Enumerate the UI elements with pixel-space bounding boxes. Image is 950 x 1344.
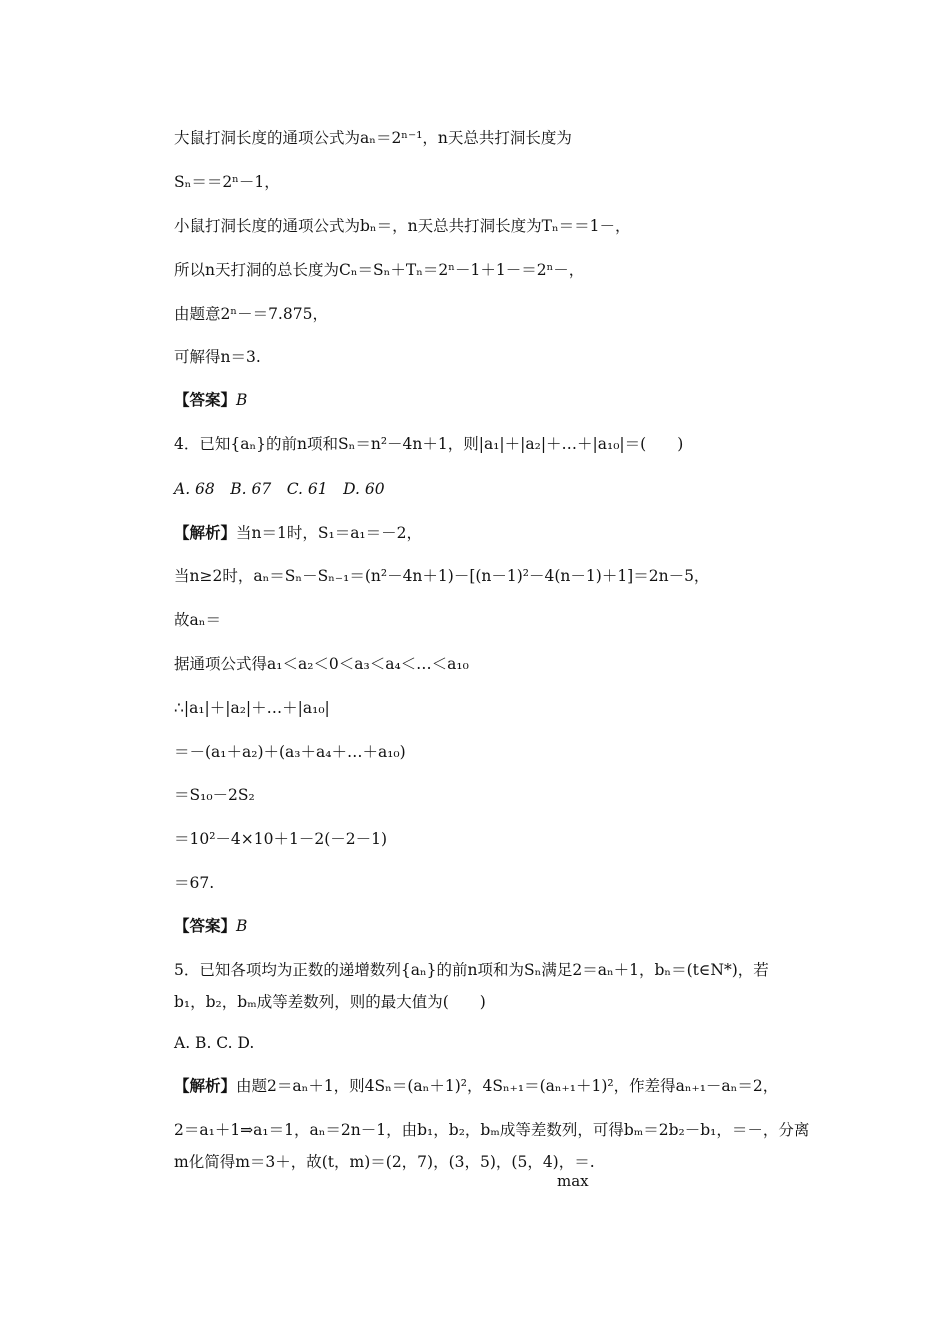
text-line: 2＝a₁＋1⇒a₁＝1，aₙ＝2n－1，由b₁，b₂，bₘ成等差数列，可得bₘ＝2b₂－b₁，＝－，分离 — [174, 1121, 810, 1139]
max-subscript: max — [557, 1172, 589, 1190]
analysis-tag: 【解析】 — [174, 1076, 237, 1095]
text-line: ∴|a₁|＋|a₂|＋…＋|a₁₀| — [174, 699, 330, 717]
text-line: Sₙ＝＝2ⁿ－1， — [174, 173, 280, 191]
text-line: ＝S₁₀－2S₂ — [174, 786, 255, 804]
answer-value: B — [236, 391, 248, 409]
text-line: ＝－(a₁＋a₂)＋(a₃＋a₄＋…＋a₁₀) — [174, 743, 406, 761]
analysis-line — [174, 523, 422, 543]
text-line: 故aₙ＝ — [174, 611, 221, 629]
answer-tag: 【答案】 — [174, 390, 237, 409]
text-line: 大鼠打洞长度的通项公式为aₙ＝2ⁿ⁻¹，n天总共打洞长度为 — [174, 129, 572, 147]
question-line: 4．已知{aₙ}的前n项和Sₙ＝n²－4n＋1，则|a₁|＋|a₂|＋…＋|a₁₀|＝( ) — [174, 435, 684, 453]
answer-line — [174, 390, 247, 410]
text-line: 所以n天打洞的总长度为Cₙ＝Sₙ＋Tₙ＝2ⁿ－1＋1－＝2ⁿ－， — [174, 261, 585, 279]
text-line: 由题意2ⁿ－＝7.875， — [174, 305, 328, 323]
analysis-line — [174, 1076, 778, 1096]
text-line: ＝10²－4×10＋1－2(－2－1) — [174, 830, 388, 848]
text-line: 可解得n＝3. — [174, 348, 261, 366]
answer-line — [174, 916, 247, 936]
analysis-tag: 【解析】 — [174, 523, 237, 542]
text-line: m化简得m＝3＋，故(t，m)＝(2，7)，(3，5)，(5，4)，＝. — [174, 1153, 595, 1171]
question-line: 5．已知各项均为正数的递增数列{aₙ}的前n项和为Sₙ满足2＝aₙ＋1，bₙ＝(t∈N*)，若 — [174, 961, 769, 979]
answer-tag: 【答案】 — [174, 916, 237, 935]
text-line: ＝67. — [174, 874, 215, 892]
options-line: A. 68 B. 67 C. 61 D. 60 — [174, 480, 385, 498]
question-line: b₁，b₂，bₘ成等差数列，则的最大值为( ) — [174, 993, 486, 1011]
analysis-text: 当n＝1时，S₁＝a₁＝－2， — [236, 524, 423, 542]
analysis-text: 由题2＝aₙ＋1，则4Sₙ＝(aₙ＋1)²，4Sₙ₊₁＝(aₙ₊₁＋1)²，作差得aₙ₊₁－aₙ＝2， — [236, 1077, 779, 1095]
text-line: 据通项公式得a₁＜a₂＜0＜a₃＜a₄＜…＜a₁₀ — [174, 655, 469, 673]
options-line: A. B. C. D. — [174, 1034, 255, 1052]
text-line: 小鼠打洞长度的通项公式为bₙ＝，n天总共打洞长度为Tₙ＝＝1－， — [174, 217, 631, 235]
text-line: 当n≥2时，aₙ＝Sₙ－Sₙ₋₁＝(n²－4n＋1)－[(n－1)²－4(n－1)＋1]＝2n－5， — [174, 567, 710, 585]
answer-value: B — [236, 917, 248, 935]
